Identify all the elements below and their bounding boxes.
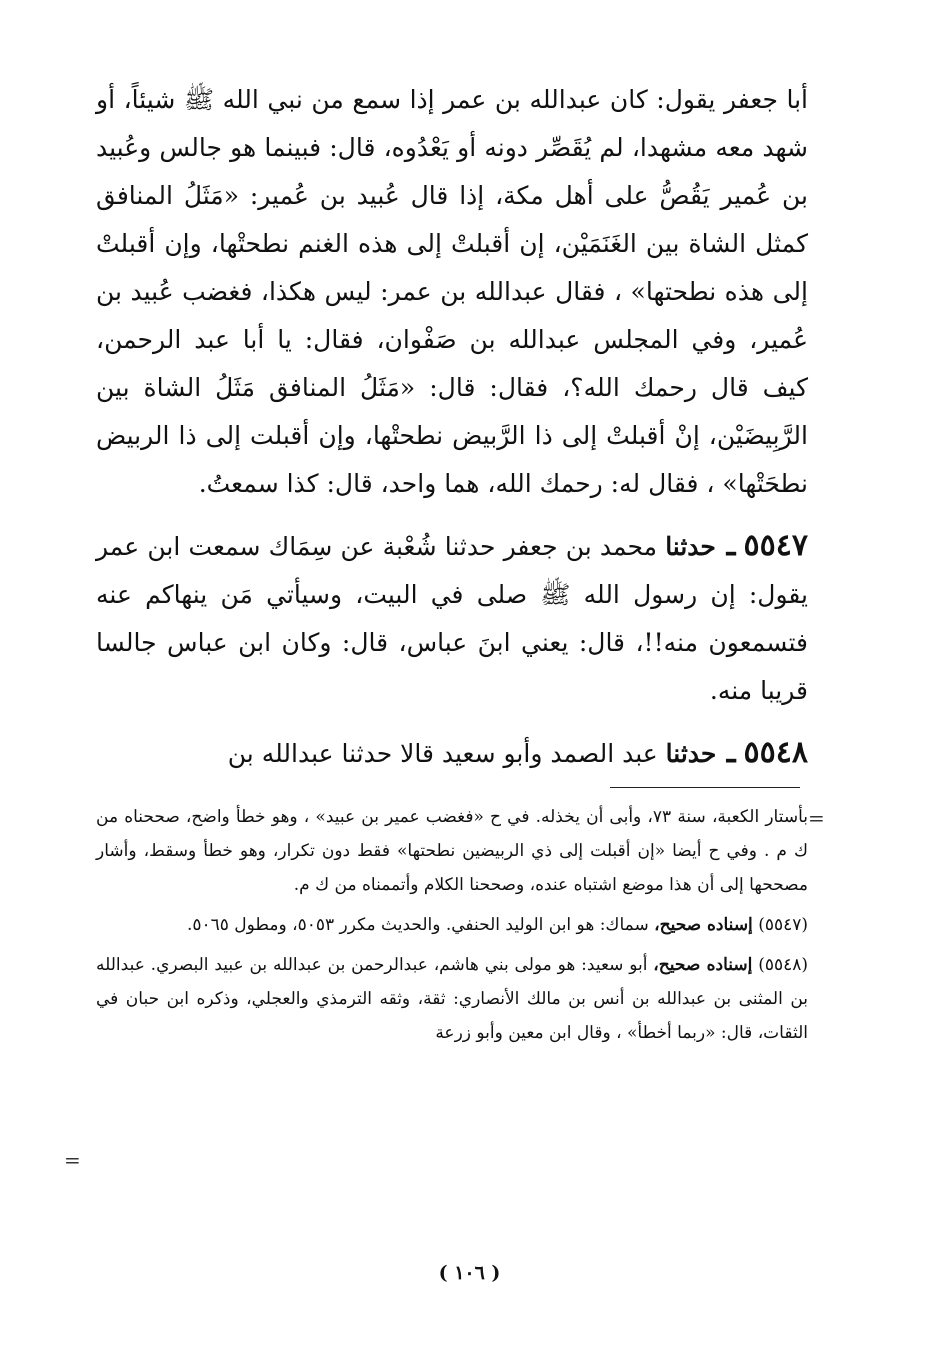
hadith-text: عبد الصمد وأبو سعيد قالا حدثنا عبدالله بن	[227, 739, 658, 768]
continuation-mark-bottom: =	[64, 1148, 81, 1172]
hadith-5547: ٥٥٤٧ ـ حدثنا محمد بن جعفر حدثنا شُعْبة عن سِمَاك سمعت ابن عمر يقول: إن رسول الله ﷺ صلى في البيت، وسيأتي مَن ينهاكم عنه فتسمعون منه!!، قال: يعني ابنَ عباس، قال: وكان ابن عباس جالسا قريبا منه.	[96, 528, 808, 705]
hadith-text: محمد بن جعفر حدثنا شُعْبة عن سِمَاك سمعت ابن عمر يقول: إن رسول الله ﷺ صلى في البيت، وسيأتي مَن ينهاكم عنه فتسمعون منه!!، قال: يعني ابنَ عباس، قال: وكان ابن عباس جالسا قريبا منه.	[96, 532, 808, 705]
hadith-5548: ٥٥٤٨ ـ حدثنا عبد الصمد وأبو سعيد قالا حدثنا عبدالله بن	[227, 735, 808, 770]
paragraph-continuation: أبا جعفر يقول: كان عبدالله بن عمر إذا سمع من نبي الله ﷺ شيئاً، أو شهد معه مشهدا، لم يُقَصِّر دونه أو يَعْدُوه، قال: فبينما هو جالس وعُبيد بن عُمير يَقُصُّ على أهل مكة، إذا قال عُبيد بن عُمير: «مَثَلُ المنافق كمثل الشاة بين الغَنَمَيْن، إن أقبلتْ إلى هذه الغنم نطحتْها، وإن أقبلتْ إلى هذه نطحتها» ، فقال عبدالله بن عمر: ليس هكذا، فغضب عُبيد بن عُمير، وفي المجلس عبدالله بن صَفْوان، فقال: يا أبا عبد الرحمن، كيف قال رحمك الله؟، فقال: قال: «مَثَلُ المنافق مَثَلُ الشاة بين الرَّبِيضَيْن، إنْ أقبلتْ إلى ذا الرَّبيض نطحتْها، وإن أقبلت إلى ذا الربيض نطحَتْها» ، فقال له: رحمك الله، هما واحد، قال: كذا سمعتُ.	[96, 85, 808, 498]
hadith-number: ٥٥٤٨	[743, 735, 808, 770]
footnote-text: سماك: هو ابن الوليد الحنفي. والحديث مكرر ٥٠٥٣، ومطول ٥٠٦٥.	[186, 915, 649, 935]
footnote-text: أبو سعيد: هو مولى بني هاشم، عبدالرحمن بن عبدالله بن عبيد البصري. عبدالله بن المثنى بن عبدالله بن أنس بن مالك الأنصاري: ثقة، وثقه الترمذي والعجلي، وذكره ابن حبان في الثقات، قال: «ربما أخطأ» ، وقال ابن معين وأبو زرعة	[96, 955, 808, 1043]
main-text	[96, 76, 808, 778]
footnote-ref: (٥٥٤٧)	[758, 915, 808, 935]
footnote-5548	[96, 948, 808, 1050]
hadith-lead-word: حدثنا	[665, 739, 717, 768]
footnote-5547	[96, 908, 808, 942]
footnote-lead: إسناده صحيح،	[654, 915, 753, 935]
footnote-lead: إسناده صحيح،	[653, 955, 753, 975]
continuation-mark-top: =	[808, 806, 825, 830]
footnote-divider	[610, 787, 800, 788]
footnote-ref: (٥٥٤٨)	[758, 955, 809, 975]
hadith-lead-word: حدثنا	[665, 532, 716, 561]
page-number: ( ١٠٦ )	[438, 1262, 501, 1284]
hadith-number: ٥٥٤٧	[743, 528, 808, 563]
footnote-continuation: بأستار الكعبة، سنة ٧٣، وأبى أن يخذله. في ح «فغضب عمير بن عبيد» ، وهو خطأ واضح، صححناه من ك م . وفي ح أيضا «إن أقبلت إلى ذي الربيضين نطحتها» فقط دون تكرار، وهو خطأ وسقط، وأشار مصححها إلى أن هذا موضع اشتباه عنده، وصححنا الكلام وأتممناه من ك م.	[96, 807, 808, 895]
footnotes	[96, 800, 808, 1056]
